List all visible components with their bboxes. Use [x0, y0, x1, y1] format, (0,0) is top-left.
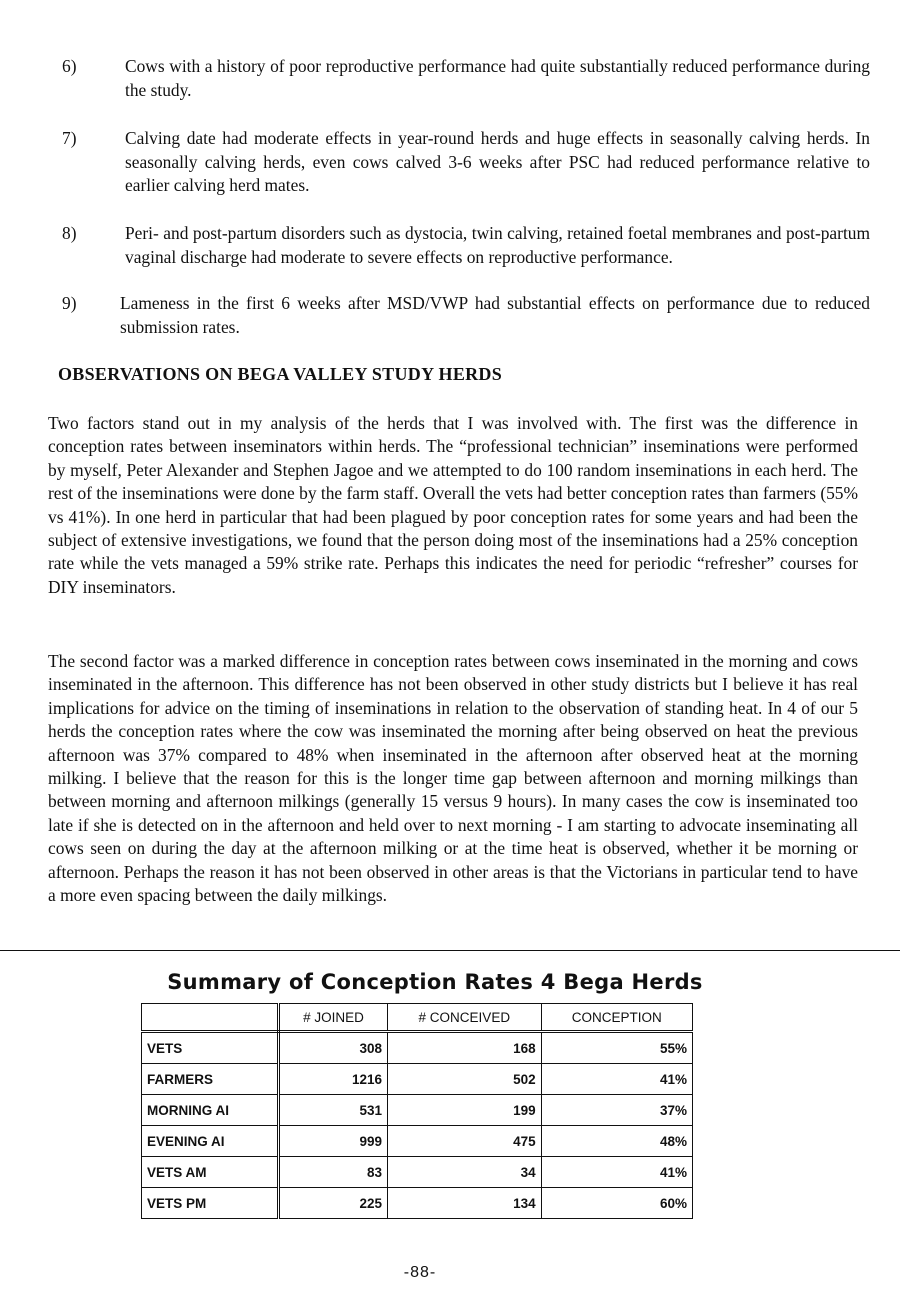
row-label: VETS	[142, 1032, 279, 1064]
conception-value: 41%	[541, 1157, 692, 1188]
conceived-value: 34	[388, 1157, 542, 1188]
conception-value: 37%	[541, 1095, 692, 1126]
conceived-value: 168	[388, 1032, 542, 1064]
paragraph-inseminators: Two factors stand out in my analysis of the herds that I was involved with. The first was the difference in conception rates between inseminators within herds. The “professional technician” inseminations were performed by myself, Peter Alexander and Stephen Jagoe and we attempted to do 100 random inseminations in each herd. The rest of the inseminations were done by the farm staff. Overall the vets had better conception rates than farmers (55% vs 41%). In one herd in particular that had been plagued by poor conception rates for some years and had been the subject of extensive investigations, we found that the person doing most of the inseminations had a 25% conception rate while the vets managed a 59% strike rate. Perhaps this indicates the need for periodic “refresher” courses for DIY inseminators.	[48, 413, 858, 597]
joined-value: 531	[279, 1095, 388, 1126]
joined-value: 1216	[279, 1064, 388, 1095]
header-blank-cell	[142, 1004, 279, 1032]
page-number: -88-	[403, 1264, 437, 1281]
item-text: Lameness in the first 6 weeks after MSD/VWP had substantial effects on performance due to reduced submission rates.	[120, 293, 870, 337]
horizontal-divider	[0, 950, 900, 951]
table-row	[142, 1126, 693, 1157]
conception-value: 60%	[541, 1188, 692, 1219]
item-text: Calving date had moderate effects in year-round herds and huge effects in seasonally calving herds. In seasonally calving herds, even cows calved 3-6 weeks after PSC had reduced performance relative to earlier calving herd mates.	[125, 128, 870, 195]
section-heading: OBSERVATIONS ON BEGA VALLEY STUDY HERDS	[58, 364, 503, 384]
row-label: MORNING AI	[142, 1095, 279, 1126]
table-row	[142, 1157, 693, 1188]
conception-value: 41%	[541, 1064, 692, 1095]
item-number: 9)	[62, 293, 77, 313]
header-joined: # JOINED	[279, 1004, 388, 1032]
row-label: VETS PM	[142, 1188, 279, 1219]
item-text: Cows with a history of poor reproductive performance had quite substantially reduced performance during the study.	[125, 56, 870, 100]
conception-value: 48%	[541, 1126, 692, 1157]
conceived-value: 134	[388, 1188, 542, 1219]
table-row	[142, 1095, 693, 1126]
table-row	[142, 1032, 693, 1064]
conceived-value: 475	[388, 1126, 542, 1157]
item-number: 7)	[62, 128, 77, 148]
item-number: 8)	[62, 223, 77, 243]
conceived-value: 502	[388, 1064, 542, 1095]
joined-value: 225	[279, 1188, 388, 1219]
row-label: FARMERS	[142, 1064, 279, 1095]
row-label: VETS AM	[142, 1157, 279, 1188]
item-number: 6)	[62, 56, 77, 76]
conceived-value: 199	[388, 1095, 542, 1126]
row-label: EVENING AI	[142, 1126, 279, 1157]
joined-value: 308	[279, 1032, 388, 1064]
table-header-row	[142, 1004, 693, 1032]
item-text: Peri- and post-partum disorders such as dystocia, twin calving, retained foetal membranes and post-partum vaginal discharge had moderate to severe effects on reproductive performance.	[125, 223, 870, 267]
header-conception: CONCEPTION	[541, 1004, 692, 1032]
table-title: Summary of Conception Rates 4 Bega Herds	[167, 970, 703, 994]
header-conceived: # CONCEIVED	[388, 1004, 542, 1032]
paragraph-am-pm: The second factor was a marked difference in conception rates between cows inseminated in the morning and cows inseminated in the afternoon. This difference has not been observed in other study districts but I believe it has real implications for advice on the timing of inseminations in relation to the observation of standing heat. In 4 of our 5 herds the conception rates where the cow was inseminated the morning after being observed on heat the previous afternoon was 37% compared to 48% when inseminated in the afternoon after observed heat at the morning milking. I believe that the reason for this is the longer time gap between afternoon and morning milkings than between morning and afternoon milkings (generally 15 versus 9 hours). In many cases the cow is inseminated too late if she is detected on in the afternoon and held over to next morning - I am starting to advocate inseminating all cows seen on during the day at the afternoon milking or at the time heat is observed, whether it be morning or afternoon. Perhaps the reason it has not been observed in other areas is that the Victorians in particular tend to have a more even spacing between the daily milkings.	[48, 651, 858, 906]
table-row	[142, 1064, 693, 1095]
table-row	[142, 1188, 693, 1219]
conception-value: 55%	[541, 1032, 692, 1064]
joined-value: 83	[279, 1157, 388, 1188]
joined-value: 999	[279, 1126, 388, 1157]
conception-summary-table	[141, 1003, 693, 1219]
